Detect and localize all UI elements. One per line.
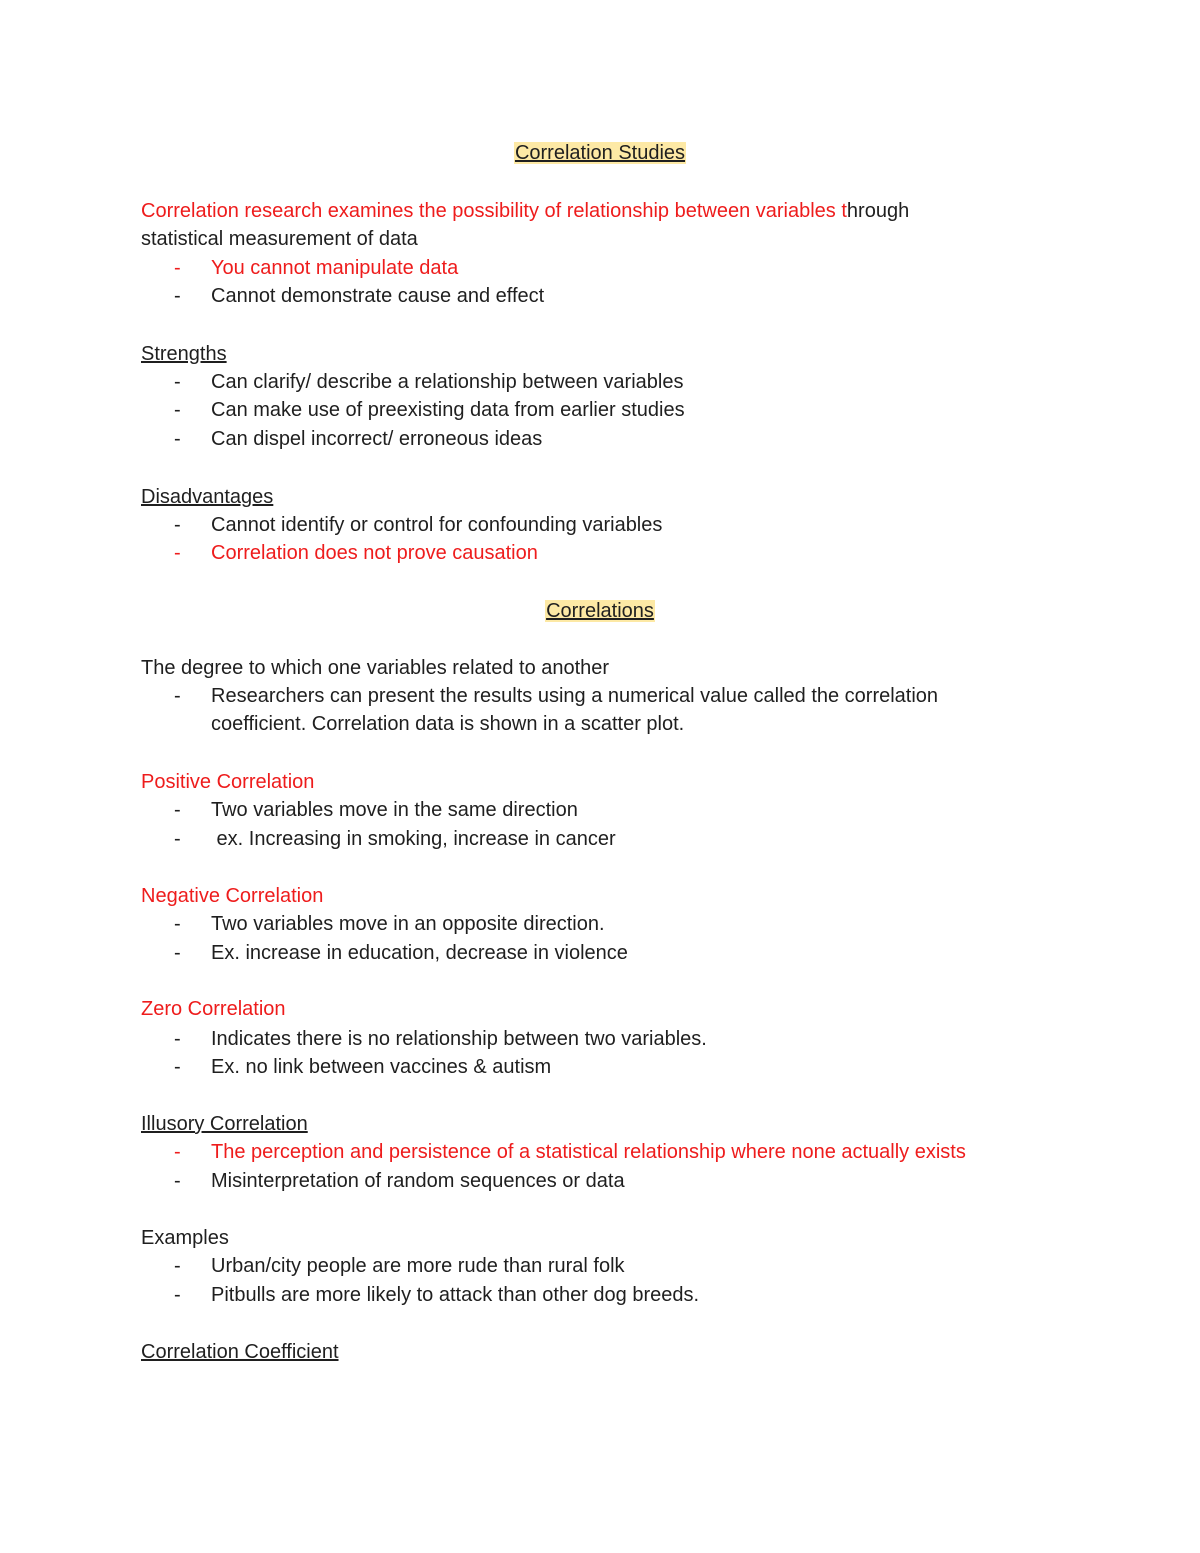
bullet-dash: -: [174, 685, 181, 707]
bullet-dash: -: [174, 1170, 181, 1192]
bullet-dash: -: [174, 514, 181, 536]
bullet-dash: -: [174, 399, 181, 421]
heading-strengths: Strengths: [141, 343, 227, 365]
title-text: Correlations: [546, 600, 654, 622]
list-item: Indicates there is no relationship between two variables.: [211, 1028, 707, 1050]
intro-black-text: hrough: [846, 200, 910, 222]
list-item: Cannot identify or control for confounding variables: [211, 514, 663, 536]
list-item: Correlation does not prove causation: [211, 542, 538, 564]
list-item: Two variables move in an opposite direction.: [211, 913, 605, 935]
heading-illusory-correlation: Illusory Correlation: [141, 1113, 308, 1135]
bullet-dash: -: [174, 799, 181, 821]
title-text: Correlation Studies: [514, 142, 686, 164]
intro-line-2: statistical measurement of data: [141, 228, 418, 250]
degree-text: The degree to which one variables related to another: [141, 657, 610, 679]
list-item: Can clarify/ describe a relationship between variables: [211, 371, 684, 393]
list-item: Misinterpretation of random sequences or data: [211, 1170, 625, 1192]
intro-red-text: Correlation research examines the possibility of relationship between variables t: [141, 200, 847, 222]
title-correlations: [0, 599, 1200, 623]
bullet-dash: -: [174, 542, 181, 564]
list-item: Two variables move in the same direction: [211, 799, 578, 821]
bullet-dash: -: [174, 257, 181, 279]
bullet-dash: -: [174, 1056, 181, 1078]
bullet-dash: -: [174, 1255, 181, 1277]
bullet-dash: -: [174, 371, 181, 393]
heading-positive-correlation: Positive Correlation: [141, 771, 315, 793]
list-item: Can dispel incorrect/ erroneous ideas: [211, 428, 543, 450]
title-correlation-studies: [0, 141, 1200, 165]
list-item: The perception and persistence of a statistical relationship where none actually exists: [211, 1141, 966, 1163]
list-item: Urban/city people are more rude than rural folk: [211, 1255, 625, 1277]
list-item: You cannot manipulate data: [211, 257, 459, 279]
bullet-dash: -: [174, 1284, 181, 1306]
bullet-dash: -: [174, 913, 181, 935]
list-item: Pitbulls are more likely to attack than other dog breeds.: [211, 1284, 700, 1306]
heading-negative-correlation: Negative Correlation: [141, 885, 324, 907]
heading-disadvantages: Disadvantages: [141, 486, 274, 508]
list-item-continued: coefficient. Correlation data is shown in a scatter plot.: [211, 713, 685, 735]
list-item: Cannot demonstrate cause and effect: [211, 285, 545, 307]
bullet-dash: -: [174, 428, 181, 450]
heading-examples: Examples: [141, 1227, 229, 1249]
bullet-dash: -: [174, 285, 181, 307]
list-item: Ex. no link between vaccines & autism: [211, 1056, 552, 1078]
intro-line-1: [141, 199, 909, 223]
heading-zero-correlation: Zero Correlation: [141, 998, 286, 1020]
bullet-dash: -: [174, 1141, 181, 1163]
bullet-dash: -: [174, 942, 181, 964]
bullet-dash: -: [174, 1028, 181, 1050]
heading-correlation-coefficient: Correlation Coefficient: [141, 1341, 339, 1363]
list-item: Can make use of preexisting data from earlier studies: [211, 399, 685, 421]
list-item: Researchers can present the results using a numerical value called the correlation: [211, 685, 939, 707]
list-item: ex. Increasing in smoking, increase in cancer: [211, 828, 616, 850]
bullet-dash: -: [174, 828, 181, 850]
list-item: Ex. increase in education, decrease in violence: [211, 942, 628, 964]
